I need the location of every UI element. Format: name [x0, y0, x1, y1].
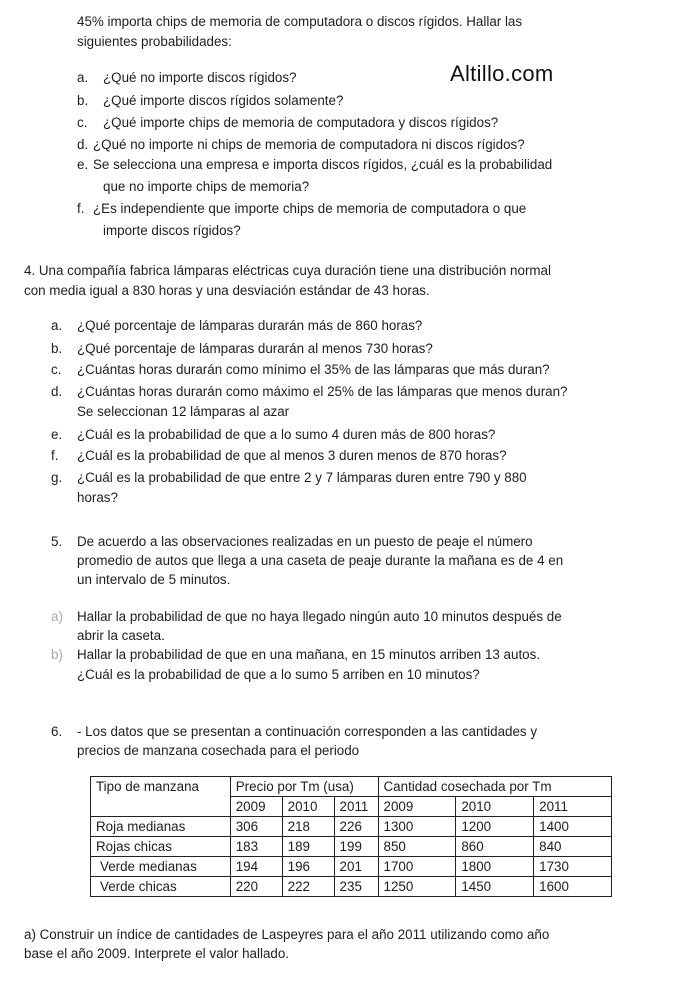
q3-item-f-cont: importe discos rígidos?: [103, 223, 241, 238]
intro-line-1: 45% importa chips de memoria de computadora o discos rígidos. Hallar las: [77, 14, 523, 29]
q3-marker-e: e.: [77, 157, 89, 172]
watermark-logo: Altillo.com: [450, 61, 554, 86]
q3-item-e: Se selecciona una empresa e importa discos rígidos, ¿cuál es la probabilidad: [93, 157, 553, 172]
q4-item-g: ¿Cuál es la probabilidad de que entre 2 y 7 lámparas duren entre 790 y 880: [77, 470, 527, 485]
q4-item-a: ¿Qué porcentaje de lámparas durarán más de 860 horas?: [77, 318, 423, 333]
q3-marker-f: f.: [77, 201, 85, 216]
year-cell: 2010: [456, 797, 534, 817]
q5-line-2: promedio de autos que llega a una caseta de peaje durante la mañana es de 4 en: [77, 553, 564, 568]
table-cell: 1200: [456, 817, 534, 837]
q4-line-2: con media igual a 830 horas y una desviación estándar de 43 horas.: [24, 283, 430, 298]
final-line-2: base el año 2009. Interprete el valor hallado.: [24, 946, 290, 961]
table-cell: 220: [230, 877, 282, 897]
table-header-row: [91, 777, 612, 797]
q4-item-d: ¿Cuántas horas durarán como máximo el 25% de las lámparas que menos duran?: [77, 384, 568, 399]
table-cell: 235: [334, 877, 378, 897]
q6-number: 6.: [51, 724, 63, 739]
q5-marker-a: a): [51, 609, 63, 624]
table-cell: 189: [282, 837, 334, 857]
table-row: [91, 817, 612, 837]
table-cell: 1800: [456, 857, 534, 877]
q5-marker-b: b): [51, 647, 63, 662]
q4-marker-g: g.: [51, 470, 63, 485]
table-cell: 860: [456, 837, 534, 857]
q6-line-1: - Los datos que se presentan a continuación corresponden a las cantidades y: [77, 724, 538, 739]
row-label: Verde medianas: [91, 857, 231, 877]
table-cell: 1450: [456, 877, 534, 897]
header-tipo: Tipo de manzana: [91, 777, 231, 817]
q4-item-g-cont: horas?: [77, 490, 118, 505]
q3-marker-d: d.: [77, 137, 89, 152]
table-cell: 1700: [378, 857, 456, 877]
table-cell: 222: [282, 877, 334, 897]
q3-item-b: ¿Qué importe discos rígidos solamente?: [103, 93, 344, 108]
table-cell: 201: [334, 857, 378, 877]
q6-line-2: precios de manzana cosechada para el periodo: [77, 743, 360, 758]
table-cell: 226: [334, 817, 378, 837]
table-cell: 850: [378, 837, 456, 857]
q3-marker-b: b.: [77, 93, 89, 108]
q4-item-b: ¿Qué porcentaje de lámparas durarán al menos 730 horas?: [77, 341, 433, 356]
header-cantidad: Cantidad cosechada por Tm: [378, 777, 611, 797]
final-line-1: a) Construir un índice de cantidades de Laspeyres para el año 2011 utilizando como año: [24, 927, 550, 942]
q3-item-f: ¿Es independiente que importe chips de memoria de computadora o que: [93, 201, 527, 216]
q5-number: 5.: [51, 534, 63, 549]
table-cell: 1600: [534, 877, 612, 897]
table-cell: 199: [334, 837, 378, 857]
q5-item-b-cont: ¿Cuál es la probabilidad de que a lo sumo 5 arriben en 10 minutos?: [77, 667, 480, 682]
table-row: [91, 877, 612, 897]
q5-line-3: un intervalo de 5 minutos.: [77, 572, 231, 587]
q4-marker-f: f.: [51, 448, 59, 463]
row-label: Roja medianas: [91, 817, 231, 837]
q4-item-e: ¿Cuál es la probabilidad de que a lo sumo 4 duren más de 800 horas?: [77, 427, 496, 442]
q5-item-a-cont: abrir la caseta.: [77, 628, 165, 643]
q4-marker-a: a.: [51, 318, 63, 333]
table-cell: 1730: [534, 857, 612, 877]
q4-marker-c: c.: [51, 362, 62, 377]
q4-item-f: ¿Cuál es la probabilidad de que al menos 3 duren menos de 870 horas?: [77, 448, 507, 463]
q5-item-a: Hallar la probabilidad de que no haya llegado ningún auto 10 minutos después de: [77, 609, 562, 624]
table-cell: 194: [230, 857, 282, 877]
q4-marker-d: d.: [51, 384, 63, 399]
table-cell: 196: [282, 857, 334, 877]
q5-line-1: De acuerdo a las observaciones realizadas en un puesto de peaje el número: [77, 534, 533, 549]
q4-marker-e: e.: [51, 427, 63, 442]
q4-item-d-cont: Se seleccionan 12 lámparas al azar: [77, 404, 290, 419]
intro-line-2: siguientes probabilidades:: [77, 34, 232, 49]
table-cell: 1400: [534, 817, 612, 837]
apple-data-table: [90, 776, 612, 897]
header-precio: Precio por Tm (usa): [230, 777, 378, 797]
q3-item-d: ¿Qué no importe ni chips de memoria de computadora ni discos rígidos?: [93, 137, 525, 152]
q3-item-e-cont: que no importe chips de memoria?: [103, 179, 310, 194]
year-cell: 2010: [282, 797, 334, 817]
q3-item-c: ¿Qué importe chips de memoria de computadora y discos rígidos?: [103, 115, 499, 130]
table-cell: 840: [534, 837, 612, 857]
year-cell: 2009: [230, 797, 282, 817]
year-cell: 2011: [334, 797, 378, 817]
row-label: Verde chicas: [91, 877, 231, 897]
q3-item-a: ¿Qué no importe discos rígidos?: [103, 70, 297, 85]
table-row: [91, 857, 612, 877]
table-cell: 1300: [378, 817, 456, 837]
q4-item-c: ¿Cuántas horas durarán como mínimo el 35% de las lámparas que más duran?: [77, 362, 550, 377]
row-label: Rojas chicas: [91, 837, 231, 857]
table-cell: 183: [230, 837, 282, 857]
q4-marker-b: b.: [51, 341, 63, 356]
q3-marker-a: a.: [77, 70, 89, 85]
table-cell: 306: [230, 817, 282, 837]
table-cell: 1250: [378, 877, 456, 897]
year-cell: 2009: [378, 797, 456, 817]
table-row: [91, 837, 612, 857]
q5-item-b: Hallar la probabilidad de que en una mañana, en 15 minutos arriben 13 autos.: [77, 647, 541, 662]
q3-marker-c: c.: [77, 115, 88, 130]
year-cell: 2011: [534, 797, 612, 817]
table-cell: 218: [282, 817, 334, 837]
q4-line-1: 4. Una compañía fabrica lámparas eléctricas cuya duración tiene una distribución normal: [24, 263, 551, 278]
